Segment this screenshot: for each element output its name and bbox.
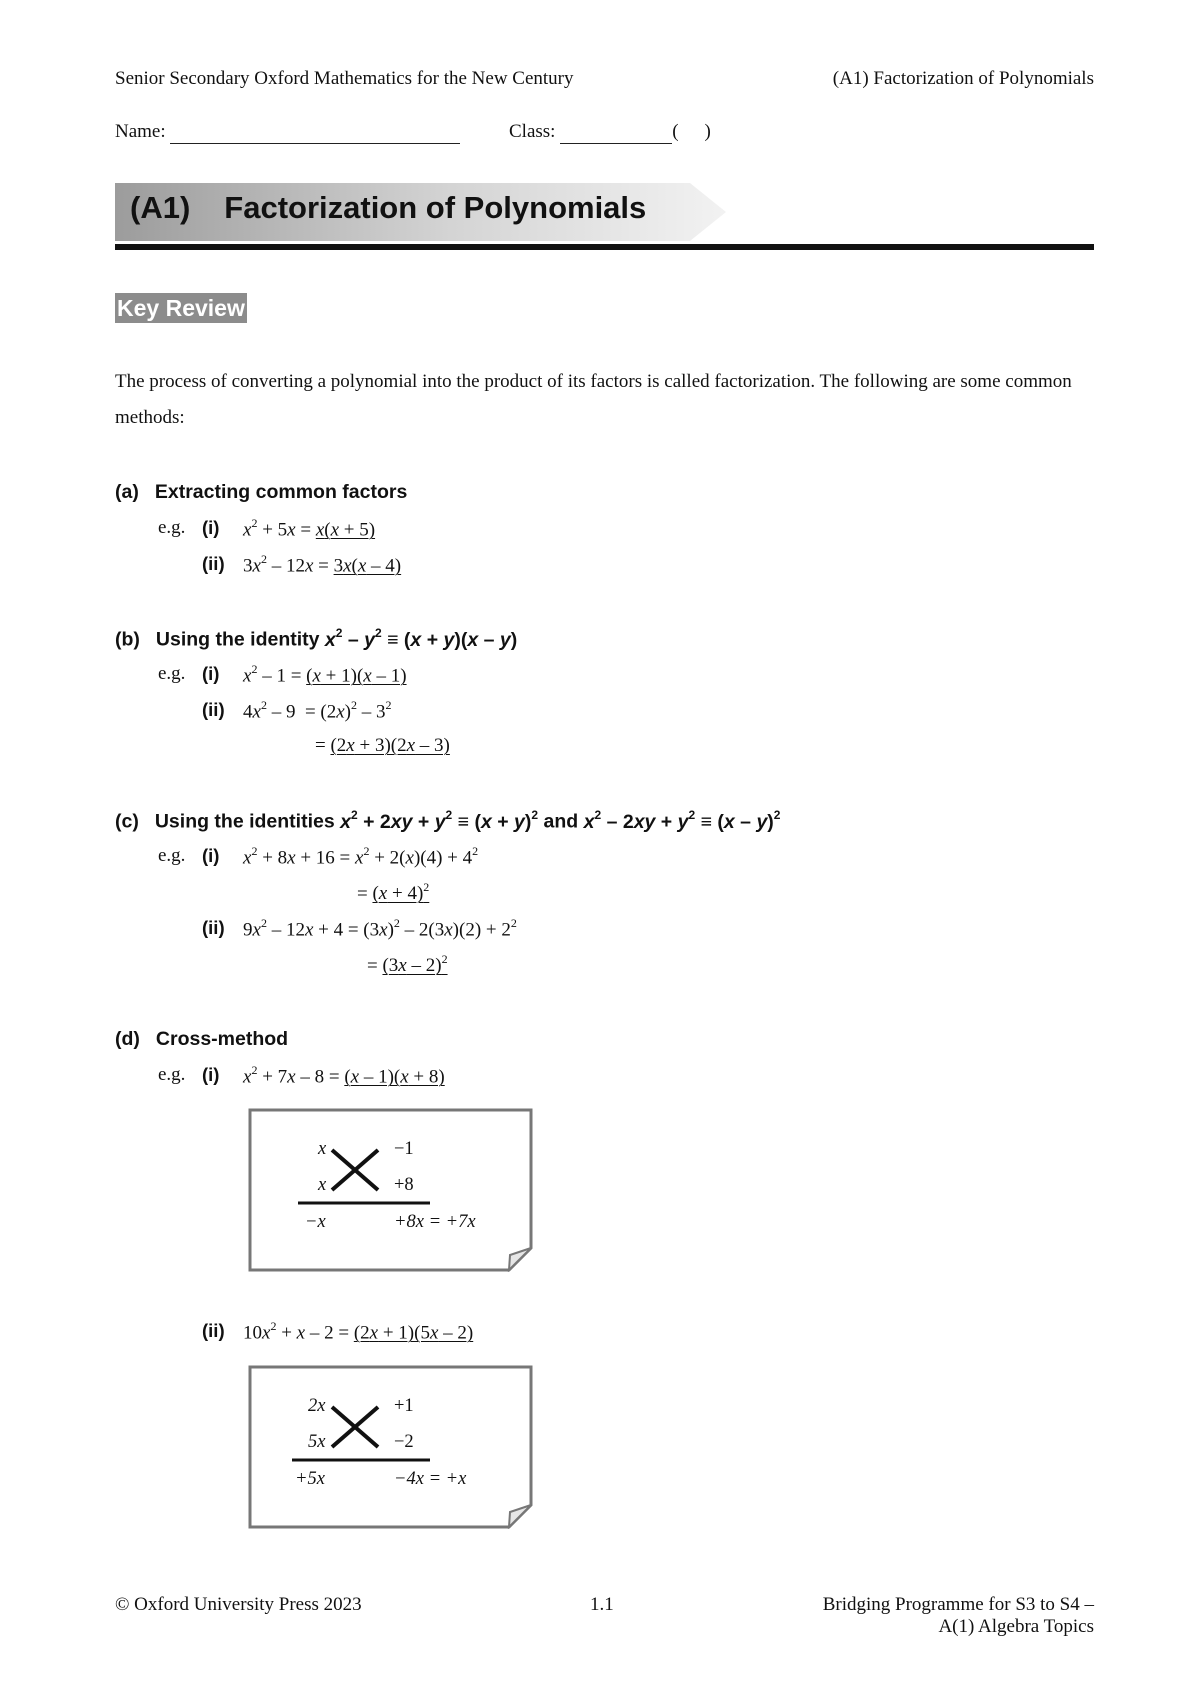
class-blank[interactable] [560, 121, 672, 144]
page-title [130, 190, 646, 226]
key-review-badge: Key Review [117, 295, 245, 321]
section-c-identity-2: $x^2 - 2xy + y^2 \equiv (x - y)^2$ [583, 808, 781, 833]
cross-i-bottom-left: x [318, 1175, 327, 1195]
example-c-ii-line1: $9x^2 - 12x + 4 = (3x)^2 - 2(3x)(2) + 2^2$ [243, 916, 517, 941]
section-b-label: (b) [115, 628, 140, 651]
example-a-ii: $3x^2 - 12x = 3x(x - 4)$ [243, 552, 402, 577]
cross-i-top-right: −1 [394, 1139, 414, 1159]
cross-i-sum-left: −x [305, 1212, 326, 1232]
cross-ii-top-right: +1 [394, 1396, 414, 1416]
class-number-open: ( [672, 121, 679, 142]
footer-programme-line1: Bridging Programme for S3 to S4 – [822, 1594, 1094, 1615]
section-d-heading [115, 1028, 288, 1051]
class-number-blank[interactable] [679, 121, 705, 143]
footer-page-number: 1.1 [590, 1594, 614, 1615]
eg-label: e.g. [158, 845, 186, 866]
section-a-title: Extracting common factors [154, 481, 408, 503]
cross-i-top-left: x [318, 1139, 327, 1159]
cross-ii-sum-left: +5x [295, 1469, 325, 1489]
title-text: Factorization of Polynomials [224, 190, 647, 225]
eg-label: e.g. [158, 1064, 186, 1085]
cross-method-card-i [248, 1108, 533, 1272]
example-a-i: $x^2 + 5x = x(x + 5)$ [243, 516, 376, 541]
roman-ii: (ii) [202, 699, 225, 720]
example-c-ii-line2: = (3x – 2)$^2$ [367, 952, 448, 977]
cross-ii-bottom-left: 5x [308, 1432, 326, 1452]
title-rule [115, 244, 1094, 250]
card-frame-i [248, 1108, 533, 1272]
card-frame-ii [248, 1365, 533, 1529]
section-b-heading [115, 627, 517, 652]
section-c-heading [115, 809, 780, 834]
section-d-title: Cross-method [155, 1028, 289, 1050]
cross-i-sum-right: +8x = +7x [394, 1212, 476, 1232]
eg-label: e.g. [158, 663, 186, 684]
cross-ii-bottom-right: −2 [394, 1432, 414, 1452]
roman-ii: (ii) [202, 1320, 225, 1341]
footer-programme [823, 1594, 1094, 1638]
roman-i: (i) [202, 845, 220, 866]
example-c-i-line2: = $(x + 4)^2$ [357, 880, 430, 905]
cross-ii-sum-right: −4x = +x [394, 1469, 467, 1489]
section-c-title: Using the identities [154, 810, 335, 833]
section-d-label: (d) [115, 1028, 140, 1050]
header-left: Senior Secondary Oxford Mathematics for the New Century [115, 68, 574, 89]
intro-paragraph: The process of converting a polynomial into the product of its factors is called factorization. The following are some common methods: [115, 371, 1072, 428]
example-d-i: $x^2 + 7x - 8 = (x - 1)(x + 8)$ [243, 1063, 445, 1088]
section-a-label: (a) [115, 481, 139, 503]
footer-copyright: © Oxford University Press 2023 [115, 1594, 362, 1615]
roman-i: (i) [202, 1064, 220, 1085]
section-c-and: and [543, 810, 579, 833]
section-c-label: (c) [115, 810, 139, 833]
example-d-ii: $10x^2 + x - 2 = (2x + 1)(5x - 2)$ [243, 1319, 474, 1344]
roman-ii: (ii) [202, 553, 225, 574]
section-b-identity: $x^2 - y^2 \equiv (x + y)(x - y)$ [324, 626, 518, 651]
roman-i: (i) [202, 663, 220, 684]
example-b-ii-line2: = (2x + 3)(2x – 3) [315, 735, 450, 756]
section-c-identity-1: $x^2 + 2xy + y^2 \equiv (x + y)^2$ [340, 808, 539, 833]
example-c-i-line1: $x^2 + 8x + 16 = x^2 + 2(x)(4) + 4^2$ [243, 844, 479, 869]
roman-i: (i) [202, 517, 220, 538]
class-field [509, 121, 711, 144]
header-right: (A1) Factorization of Polynomials [832, 68, 1094, 89]
cross-ii-top-left: 2x [308, 1396, 326, 1416]
class-label: Class: [509, 121, 556, 142]
class-number-close: ) [704, 121, 711, 142]
name-field [115, 121, 460, 144]
section-a-heading [115, 481, 407, 504]
example-b-ii-line1: $4x^2 - 9 = (2x)^2 - 3^2$ [243, 698, 392, 723]
cross-method-card-ii [248, 1365, 533, 1529]
eg-label: e.g. [158, 517, 186, 538]
section-b-title: Using the identity [155, 628, 320, 651]
roman-ii: (ii) [202, 917, 225, 938]
name-blank[interactable] [170, 121, 460, 144]
cross-i-bottom-right: +8 [394, 1175, 414, 1195]
title-number: (A1) [130, 190, 191, 225]
name-label: Name: [115, 121, 166, 142]
footer-programme-line2: A(1) Algebra Topics [938, 1616, 1094, 1637]
example-b-i: $x^2 - 1 = (x + 1)(x - 1)$ [243, 662, 407, 687]
